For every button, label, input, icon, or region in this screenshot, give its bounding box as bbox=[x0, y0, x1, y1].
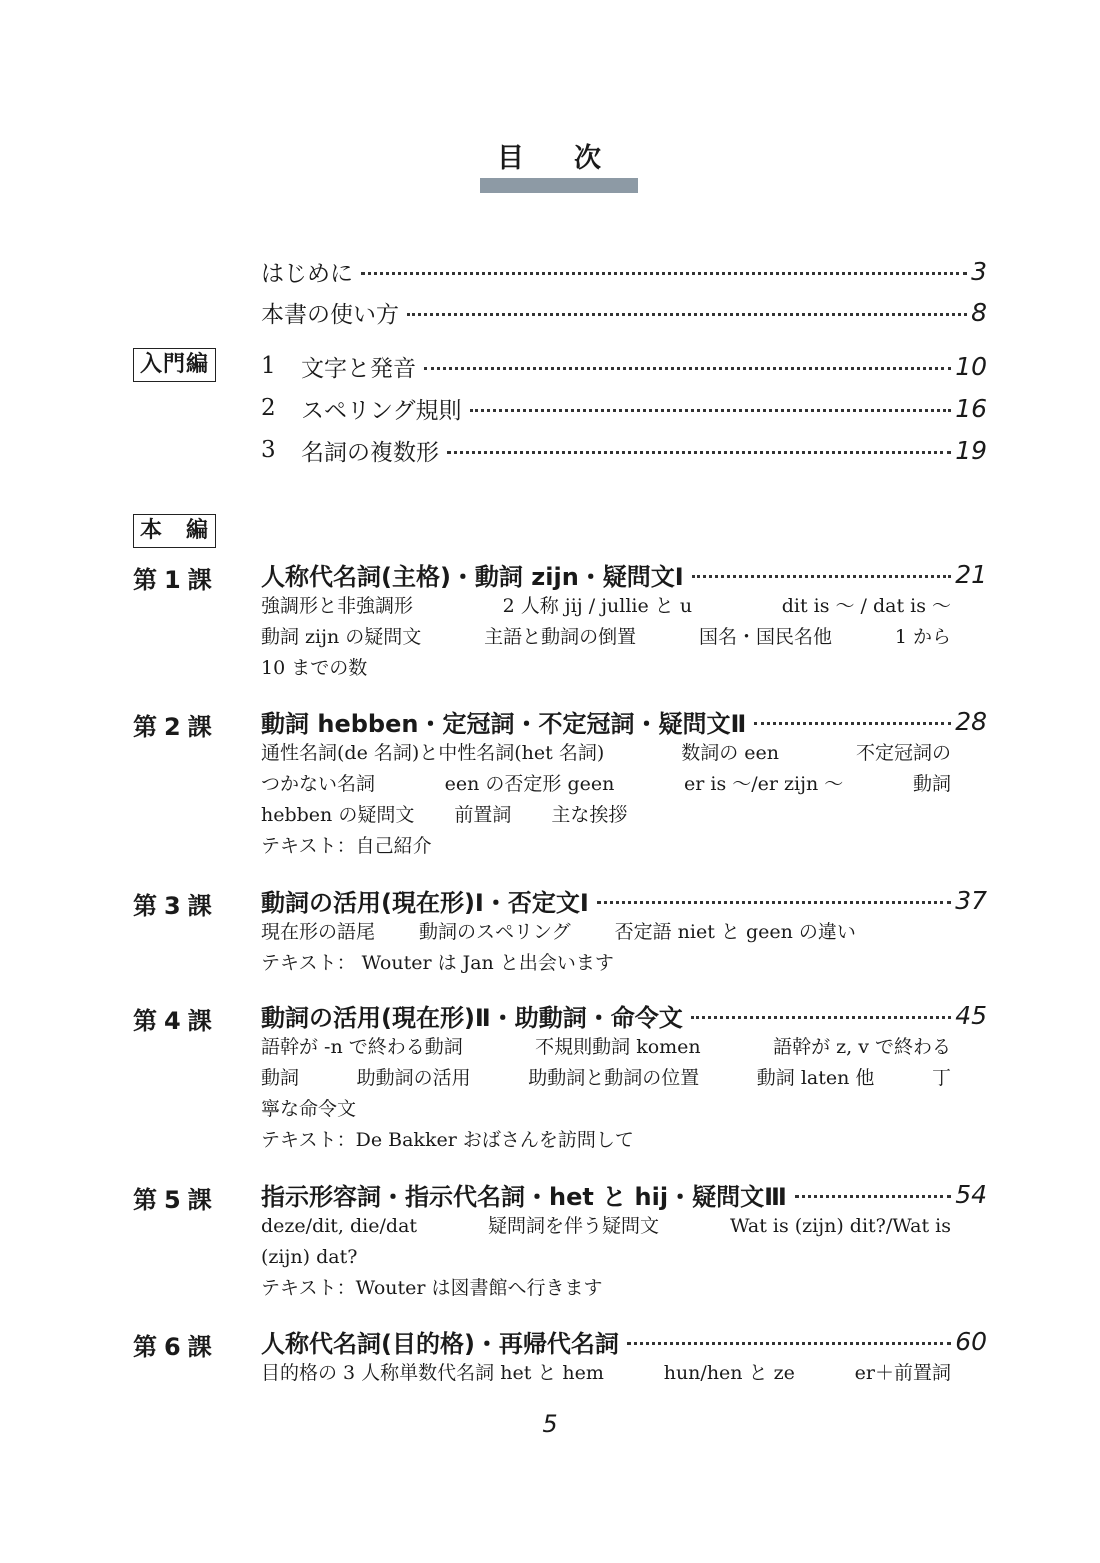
toc-entry-page: 16 bbox=[955, 393, 987, 423]
leader-dots bbox=[692, 575, 951, 578]
leader-dots bbox=[424, 367, 951, 370]
toc-entry-page: 19 bbox=[955, 435, 987, 465]
lesson-label-6: 第 6 課 bbox=[133, 1333, 213, 1361]
leader-dots bbox=[691, 1016, 951, 1019]
lesson-label-5: 第 5 課 bbox=[133, 1186, 213, 1214]
toc-entry-lesson-4[interactable] bbox=[261, 995, 987, 1035]
toc-entry-lesson-6[interactable] bbox=[261, 1321, 987, 1361]
leader-dots bbox=[407, 313, 967, 316]
toc-entry-page: 21 bbox=[955, 559, 987, 589]
toc-entry-page: 54 bbox=[955, 1179, 987, 1209]
toc-entry-label: 文字と発音 bbox=[301, 355, 416, 382]
toc-entry-lesson-5[interactable] bbox=[261, 1174, 987, 1214]
toc-entry-lesson-3[interactable] bbox=[261, 880, 987, 920]
toc-entry-number: 1 bbox=[261, 353, 276, 379]
page-title bbox=[0, 136, 1100, 175]
lesson-title: 人称代名詞(目的格)・再帰代名詞 bbox=[261, 1329, 619, 1358]
lesson-label-1: 第 1 課 bbox=[133, 566, 213, 594]
toc-entry-label: スペリング規則 bbox=[301, 397, 462, 424]
lesson-topics-3: 現在形の語尾 動詞のスペリング 否定語 niet と geen の違い テキスト： Wouter は Jan と出会います bbox=[261, 921, 856, 974]
title-char-2: 次 bbox=[574, 143, 603, 174]
leader-dots bbox=[470, 409, 952, 412]
leader-dots bbox=[754, 722, 951, 725]
lesson-topics-5: deze/dit, die/dat 疑問詞を伴う疑問文 Wat is (zijn) dit?/Wat is (zijn) dat? テキスト：Wouter は図書館へ行きます bbox=[261, 1215, 951, 1299]
toc-entry-page: 3 bbox=[971, 256, 987, 286]
toc-entry-page: 45 bbox=[955, 1000, 987, 1030]
title-underline-bar bbox=[480, 178, 638, 193]
toc-entry-page: 28 bbox=[955, 706, 987, 736]
toc-entry-number: 3 bbox=[261, 437, 276, 463]
lesson-label-3: 第 3 課 bbox=[133, 892, 213, 920]
toc-entry-page: 10 bbox=[955, 351, 987, 381]
section-box-intro: 入門編 bbox=[133, 348, 216, 382]
lesson-topics-2: 通性名詞(de 名詞)と中性名詞(het 名詞) 数詞の een 不定冠詞の つかない名詞 een の否定形 geen er is 〜/er zijn 〜 動詞 hebben の疑問文 前置詞 主な挨拶 テキスト：自己紹介 bbox=[261, 742, 951, 857]
toc-entry-number: 2 bbox=[261, 395, 276, 421]
lesson-topics-6: 目的格の 3 人称単数代名詞 het と hem hun/hen と ze er＋前置詞 bbox=[261, 1362, 951, 1384]
lesson-title: 動詞の活用(現在形)Ⅰ・否定文Ⅰ bbox=[261, 888, 589, 917]
lesson-topics-4: 語幹が -n で終わる動詞 不規則動詞 komen 語幹が z, v で終わる 動詞 助動詞の活用 助動詞と動詞の位置 動詞 laten 他 丁 寧な命令文 テキスト：De Bakker おばさんを訪問して bbox=[261, 1036, 951, 1151]
title-char-1: 目 bbox=[497, 143, 526, 174]
leader-dots bbox=[597, 901, 951, 904]
lesson-title: 指示形容詞・指示代名詞・het と hij・疑問文Ⅲ bbox=[261, 1182, 787, 1211]
toc-entry-intro-2[interactable] bbox=[261, 388, 987, 428]
lesson-topics-1: 強調形と非強調形 2 人称 jij / jullie と u dit is 〜 / dat is 〜 動詞 zijn の疑問文 主語と動詞の倒置 国名・国民名他 1 から 10 までの数 bbox=[261, 595, 951, 679]
toc-entry-page: 8 bbox=[971, 297, 987, 327]
toc-entry-label: はじめに bbox=[261, 260, 353, 287]
toc-entry-label: 名詞の複数形 bbox=[301, 439, 439, 466]
toc-entry-page: 60 bbox=[955, 1326, 987, 1356]
lesson-title: 動詞 hebben・定冠詞・不定冠詞・疑問文Ⅱ bbox=[261, 709, 747, 738]
toc-entry-lesson-2[interactable] bbox=[261, 701, 987, 741]
toc-entry-intro-1[interactable] bbox=[261, 346, 987, 386]
toc-entry-page: 37 bbox=[955, 885, 987, 915]
toc-entry-intro-3[interactable] bbox=[261, 430, 987, 470]
toc-entry-label: 本書の使い方 bbox=[261, 301, 399, 328]
leader-dots bbox=[795, 1195, 951, 1198]
lesson-title: 動詞の活用(現在形)Ⅱ・助動詞・命令文 bbox=[261, 1003, 683, 1032]
toc-entry-front-1[interactable] bbox=[261, 251, 987, 291]
toc-entry-lesson-1[interactable] bbox=[261, 554, 987, 594]
lesson-title: 人称代名詞(主格)・動詞 zijn・疑問文Ⅰ bbox=[261, 562, 684, 591]
lesson-label-4: 第 4 課 bbox=[133, 1007, 213, 1035]
toc-entry-front-2[interactable] bbox=[261, 292, 987, 332]
lesson-label-2: 第 2 課 bbox=[133, 713, 213, 741]
section-box-main: 本 編 bbox=[133, 514, 216, 548]
leader-dots bbox=[447, 451, 951, 454]
leader-dots bbox=[627, 1342, 951, 1345]
page-number: 5 bbox=[542, 1410, 558, 1438]
leader-dots bbox=[361, 272, 967, 275]
